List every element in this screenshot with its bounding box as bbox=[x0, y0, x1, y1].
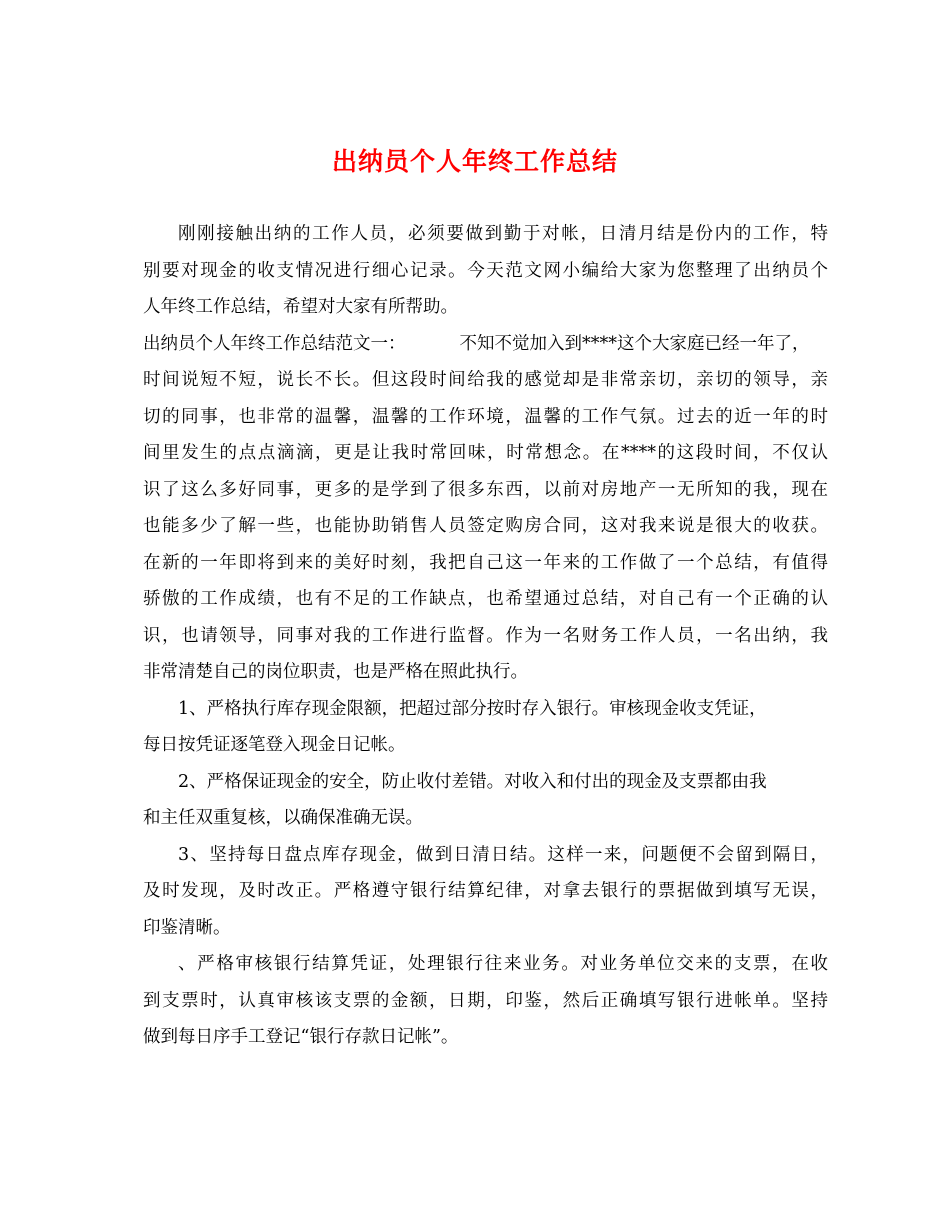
paragraph-line: 间里发生的点点滴滴，更是让我时常回味，时常想念。在****的这段时间，不仅认 bbox=[143, 443, 828, 463]
paragraph-line: 识，也请领导，同事对我的工作进行监督。作为一名财务工作人员，一名出纳，我 bbox=[143, 625, 828, 646]
paragraph-line: 非常清楚自己的岗位职责，也是严格在照此执行。 bbox=[143, 662, 528, 682]
list-item-line: 印鉴清晰。 bbox=[143, 917, 231, 938]
list-item-line: 1、严格执行库存现金限额，把超过部分按时存入银行。审核现金收支凭证， bbox=[178, 698, 767, 719]
paragraph-line bbox=[143, 326, 828, 363]
section-heading: 出纳员个人年终工作总结范文一： bbox=[143, 333, 406, 354]
list-item-line: 和主任双重复核，以确保准确无误。 bbox=[143, 808, 423, 828]
document-body bbox=[143, 216, 828, 1056]
list-item-line: 做到每日序手工登记“银行存款日记帐”。 bbox=[143, 1027, 459, 1047]
list-item-line: 每日按凭证逐笔登入现金日记帐。 bbox=[143, 735, 406, 755]
list-item-line: 到支票时，认真审核该支票的金额，日期，印鉴，然后正确填写银行进帐单。坚持 bbox=[143, 990, 828, 1011]
paragraph-line: 骄傲的工作成绩，也有不足的工作缺点，也希望通过总结，对自己有一个正确的认 bbox=[143, 589, 828, 609]
paragraph-text: 不知不觉加入到****这个大家庭已经一年了， bbox=[459, 333, 810, 354]
paragraph-line: 切的同事，也非常的温馨，温馨的工作环境，温馨的工作气氛。过去的近一年的时 bbox=[143, 406, 828, 427]
list-item-line: 、严格审核银行结算凭证，处理银行往来业务。对业务单位交来的支票，在收 bbox=[178, 954, 828, 974]
list-item-line: 及时发现，及时改正。严格遵守银行结算纪律，对拿去银行的票据做到填写无误， bbox=[143, 881, 828, 901]
paragraph-line: 刚刚接触出纳的工作人员，必须要做到勤于对帐，日清月结是份内的工作，特 bbox=[178, 224, 828, 244]
paragraph-line: 识了这么多好同事，更多的是学到了很多东西，以前对房地产一无所知的我，现在 bbox=[143, 479, 828, 500]
paragraph-line: 别要对现金的收支情况进行细心记录。今天范文网小编给大家为您整理了出纳员个 bbox=[143, 260, 828, 281]
document-title: 出纳员个人年终工作总结 bbox=[331, 147, 618, 176]
list-item-line: 3、坚持每日盘点库存现金，做到日清日结。这样一来，问题便不会留到隔日， bbox=[178, 844, 828, 865]
paragraph-line: 人年终工作总结，希望对大家有所帮助。 bbox=[143, 297, 458, 317]
paragraph-line: 也能多少了解一些，也能协助销售人员签定购房合同，这对我来说是很大的收获。 bbox=[143, 516, 828, 536]
list-item-line: 2、严格保证现金的安全，防止收付差错。对收入和付出的现金及支票都由我 bbox=[178, 771, 767, 792]
paragraph-line: 在新的一年即将到来的美好时刻，我把自己这一年来的工作做了一个总结，有值得 bbox=[143, 552, 828, 573]
paragraph-line: 时间说短不短，说长不长。但这段时间给我的感觉却是非常亲切，亲切的领导，亲 bbox=[143, 370, 828, 390]
